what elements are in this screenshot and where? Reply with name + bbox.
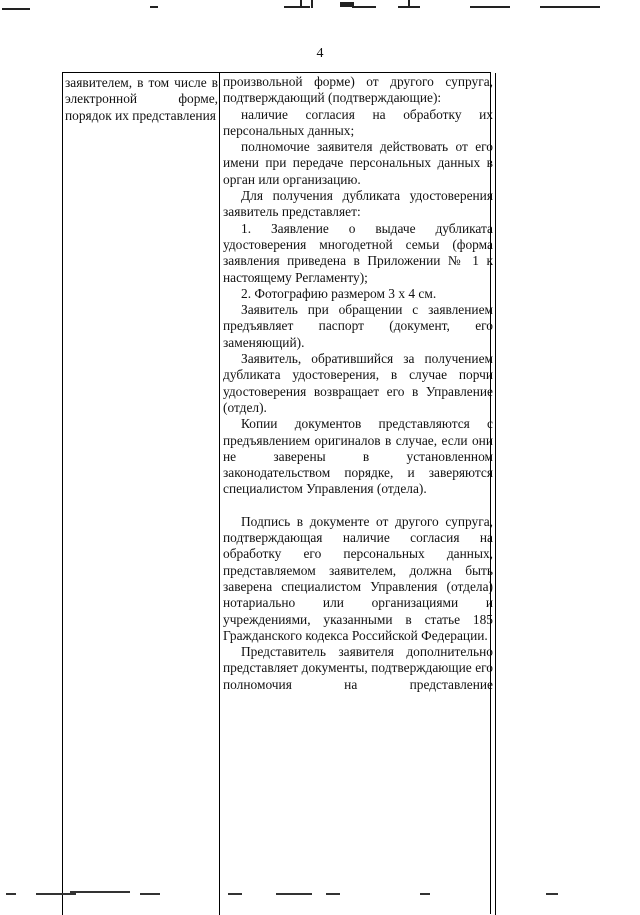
paragraph: Заявитель, обратившийся за получением дубликата удостоверения, в случае порчи удостоверения возвращает его в Управление (отдел).	[223, 351, 493, 415]
scan-artifacts-top	[0, 0, 640, 14]
right-column-border	[490, 72, 491, 914]
left-column	[63, 73, 220, 915]
paragraph: 2. Фотографию размером 3 х 4 см.	[241, 285, 437, 301]
middle-column-text	[223, 74, 493, 693]
paragraph: Представитель заявителя дополнительно представляет документы, подтверждающие его полномочия на представление	[223, 644, 493, 692]
paragraph: наличие согласия на обработку их персональных данных;	[223, 106, 493, 138]
paragraph: Заявитель при обращении с заявлением предъявляет паспорт (документ, его заменяющий).	[223, 302, 493, 350]
middle-column	[220, 73, 496, 915]
paragraph: 1. Заявление о выдаче дубликата удостоверения многодетной семьи (форма заявления приведена в Приложении № 1 к настоящему Регламенту);	[223, 220, 493, 285]
document-table	[62, 72, 491, 915]
paragraph: произвольной форме) от другого супруга, подтверждающий (подтверждающие):	[223, 74, 493, 106]
paragraph: Для получения дубликата удостоверения заявитель представляет:	[223, 188, 493, 220]
left-column-text: заявителем, в том числе в электронной форме, порядок их представления	[65, 75, 218, 123]
scan-artifacts-bottom	[0, 885, 640, 905]
paragraph: Копии документов представляются с предъявлением оригиналов в случае, если они не заверены в установленном законодательством порядке, и заверяются специалистом Управления (отдела).	[223, 416, 493, 497]
page-number: 4	[316, 46, 324, 61]
paragraph: полномочие заявителя действовать от его имени при передаче персональных данных в орган или организацию.	[223, 139, 493, 187]
paragraph: Подпись в документе от другого супруга, подтверждающая наличие согласия на обработку его персональных данных, представляемом заявителем, должна быть заверена специалистом Управления (отдела) нотариально или организациями и учреждениями, указанными в статье 185 Гражданского кодекса Российской Федерации.	[223, 513, 493, 643]
